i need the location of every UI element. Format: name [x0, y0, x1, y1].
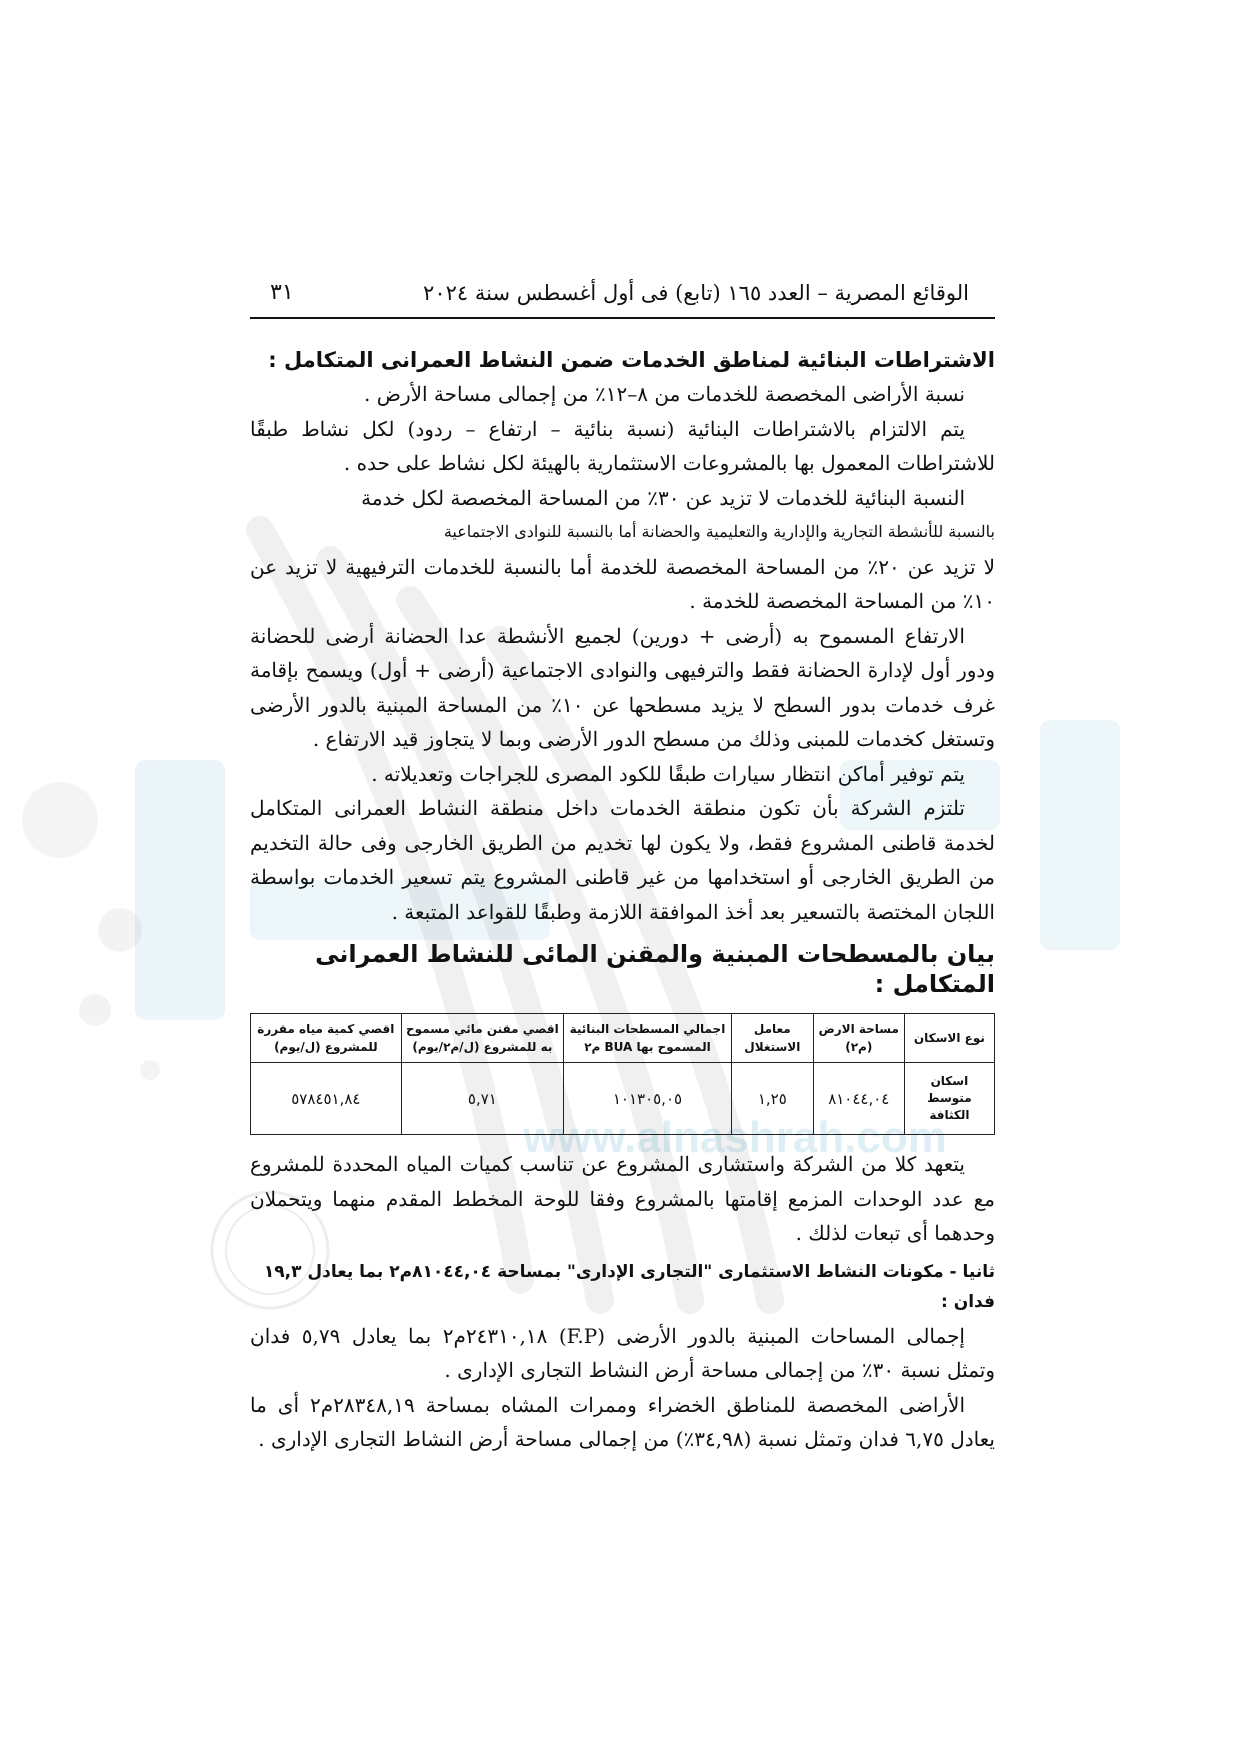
watermark-dot: [140, 1060, 160, 1080]
water-note: يتعهد كلا من الشركة واستشارى المشروع عن تناسب كميات المياه المحددة للمشروع مع عدد الوحدات المزمع إقامتها بالمشروع وفقا للوحة المخطط المقدم منهما ويتحملان وحدهما أى تبعات لذلك .: [250, 1152, 995, 1245]
services-paragraph: تلتزم الشركة بأن تكون منطقة الخدمات داخل منطقة النشاط العمرانى المتكامل لخدمة قاطنى المشروع فقط، ولا يكون لها تخديم من الطريق الخارجى وفى حالة التخديم من الطريق الخارجى أو استخدامها من غير قاطنى المشروع يتم تسعير الخدمات بواسطة اللجان المختصة بالتسعير بعد أخذ الموافقة اللازمة وطبقًا للقواعد المتبعة .: [250, 796, 995, 924]
watermark-dot: [22, 782, 98, 858]
table-cell: ١٠١٣٠٥,٠٥: [564, 1063, 732, 1135]
running-title: الوقائع المصرية – العدد ١٦٥ (تابع) فى أول أغسطس سنة ٢٠٢٤: [423, 281, 969, 305]
watermark-letter-left: [135, 760, 225, 1020]
services-heading: الاشتراطات البنائية لمناطق الخدمات ضمن النشاط العمرانى المتكامل :: [268, 348, 995, 372]
table-cell: ٥,٧١: [401, 1063, 563, 1135]
column-header: نوع الاسكان: [904, 1014, 994, 1063]
column-header: اقصي مقنن مائي مسموح به للمشروع (ل/م٢/يوم): [401, 1014, 563, 1063]
services-paragraph: النسبة البنائية للخدمات لا تزيد عن ٣٠٪ من المساحة المخصصة لكل خدمة: [361, 485, 965, 510]
column-header: اجمالي المسطحات البنائية المسموح بها BUA م٢: [564, 1014, 732, 1063]
table-cell: ١,٢٥: [731, 1063, 813, 1135]
column-header: مساحة الارض (م٢): [813, 1014, 904, 1063]
table-heading: بيان بالمسطحات المبنية والمقنن المائى للنشاط العمرانى المتكامل :: [315, 940, 995, 998]
watermark-dot: [98, 908, 142, 952]
table-header-row: [251, 1014, 995, 1063]
column-header: معامل الاستغلال: [731, 1014, 813, 1063]
watermark-letter-right: [1040, 720, 1120, 950]
services-paragraph: الارتفاع المسموح به (أرضى + دورين) لجميع الأنشطة عدا الحضانة أرضى للحضانة ودور أول لإدارة الحضانة فقط والترفيهى والنوادى الاجتماعية (أرضى + أول) ويسمح بإقامة غرف خدمات بدور السطح لا يزيد مسطحها عن ١٠٪ من المساحة المبنية بالدور الأرضى وتستغل كخدمات للمبنى وذلك من مسطح الدور الأرضى وبما لا يتجاوز قيد الارتفاع .: [250, 623, 995, 751]
commercial-heading: ثانيا - مكونات النشاط الاستثمارى "التجارى الإدارى" بمساحة ٨١٠٤٤,٠٤م٢ بما يعادل ١٩,٣ فدان :: [263, 1261, 995, 1312]
table-row: [251, 1063, 995, 1135]
services-paragraph: يتم توفير أماكن انتظار سيارات طبقًا للكود المصرى للجراجات وتعديلاته .: [371, 761, 965, 786]
services-paragraph: يتم الالتزام بالاشتراطات البنائية (نسبة بنائية – ارتفاع – ردود) لكل نشاط طبقًا للاشتراطات المعمول بها بالمشروعات الاستثمارية بالهيئة لكل نشاط على حده .: [250, 416, 995, 475]
table-cell: اسكان متوسط الكثافة: [904, 1063, 994, 1135]
services-paragraph: نسبة الأراضى المخصصة للخدمات من ٨–١٢٪ من إجمالى مساحة الأرض .: [364, 382, 965, 406]
gazette-page: [250, 280, 995, 1457]
commercial-paragraph: إجمالى المساحات المبنية بالدور الأرضى (F.P) ٢٤٣١٠,١٨م٢ بما يعادل ٥,٧٩ فدان وتمثل نسبة ٣٠٪ من إجمالى مساحة أرض النشاط التجارى الإدارى .: [250, 1323, 995, 1382]
watermark-url: www.alnashrah.com: [523, 1113, 947, 1162]
running-header: [250, 280, 995, 319]
watermark-dot: [79, 994, 111, 1026]
services-paragraph: بالنسبة للأنشطة التجارية والإدارية والتعليمية والحضانة أما بالنسبة للنوادى الاجتماعية: [443, 522, 995, 541]
page-number: ٣١: [270, 280, 294, 305]
services-paragraph: لا تزيد عن ٢٠٪ من المساحة المخصصة للخدمة أما بالنسبة للخدمات الترفيهية لا تزيد عن ١٠٪ من المساحة المخصصة للخدمة .: [250, 554, 995, 613]
column-header: اقصي كمية مياه مقررة للمشروع (ل/يوم): [251, 1014, 402, 1063]
commercial-paragraph: الأراضى المخصصة للمناطق الخضراء وممرات المشاه بمساحة ٢٨٣٤٨,١٩م٢ أى ما يعادل ٦,٧٥ فدان وتمثل نسبة (٣٤,٩٨٪) من إجمالى مساحة أرض النشاط التجارى الإدارى .: [250, 1392, 995, 1451]
table-cell: ٥٧٨٤٥١,٨٤: [251, 1063, 402, 1135]
table-cell: ٨١٠٤٤,٠٤: [813, 1063, 904, 1135]
built-areas-table: [250, 1013, 995, 1135]
